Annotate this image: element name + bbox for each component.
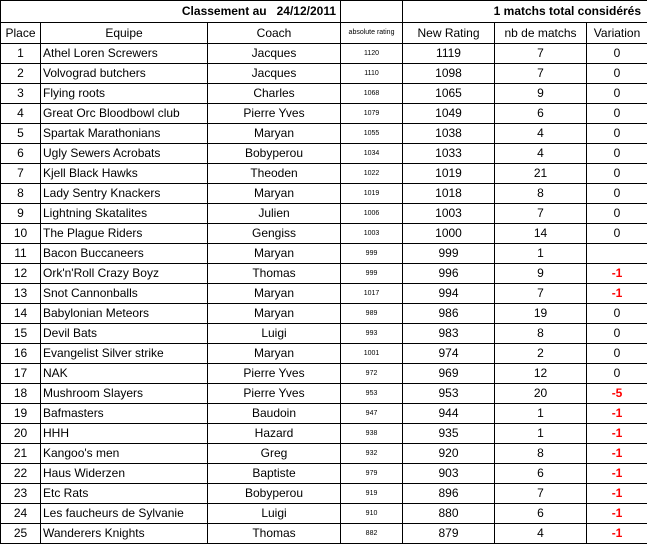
row-matches: 8 [495, 324, 587, 344]
header-variation: Variation [587, 23, 647, 44]
row-matches: 6 [495, 464, 587, 484]
table-row [1, 524, 647, 544]
ranking-rows [1, 44, 647, 544]
row-new-rating: 974 [403, 344, 495, 364]
row-new-rating: 935 [403, 424, 495, 444]
row-matches: 7 [495, 484, 587, 504]
row-place: 14 [1, 304, 41, 324]
row-team: Ugly Sewers Acrobats [41, 144, 208, 164]
row-coach: Maryan [208, 124, 341, 144]
row-matches: 7 [495, 284, 587, 304]
row-variation: 0 [587, 144, 647, 164]
row-team: Snot Cannonballs [41, 284, 208, 304]
row-coach: Julien [208, 204, 341, 224]
row-place: 3 [1, 84, 41, 104]
row-coach: Luigi [208, 504, 341, 524]
row-team: Kjell Black Hawks [41, 164, 208, 184]
row-place: 21 [1, 444, 41, 464]
row-place: 22 [1, 464, 41, 484]
row-matches: 4 [495, 124, 587, 144]
row-matches: 12 [495, 364, 587, 384]
row-team: Spartak Marathonians [41, 124, 208, 144]
row-team: Lightning Skatalites [41, 204, 208, 224]
title-date: 24/12/2011 [277, 4, 336, 18]
row-place: 12 [1, 264, 41, 284]
row-matches: 20 [495, 384, 587, 404]
row-variation: -1 [587, 284, 647, 304]
table-row [1, 364, 647, 384]
row-place: 17 [1, 364, 41, 384]
row-coach: Maryan [208, 184, 341, 204]
row-matches: 8 [495, 184, 587, 204]
table-row [1, 164, 647, 184]
row-coach: Jacques [208, 44, 341, 64]
row-variation: -1 [587, 484, 647, 504]
row-variation: 0 [587, 204, 647, 224]
row-coach: Theoden [208, 164, 341, 184]
row-place: 7 [1, 164, 41, 184]
row-team: Athel Loren Screwers [41, 44, 208, 64]
row-team: Wanderers Knights [41, 524, 208, 544]
row-place: 19 [1, 404, 41, 424]
row-place: 10 [1, 224, 41, 244]
title-blank-cell [341, 1, 403, 23]
row-variation: -5 [587, 384, 647, 404]
row-team: Flying roots [41, 84, 208, 104]
row-coach: Hazard [208, 424, 341, 444]
row-variation: 0 [587, 184, 647, 204]
row-team: Evangelist Silver strike [41, 344, 208, 364]
table-row [1, 504, 647, 524]
title-row [1, 1, 647, 23]
row-matches: 6 [495, 104, 587, 124]
row-new-rating: 1003 [403, 204, 495, 224]
row-team: Mushroom Slayers [41, 384, 208, 404]
row-place: 11 [1, 244, 41, 264]
row-matches: 1 [495, 244, 587, 264]
row-place: 4 [1, 104, 41, 124]
row-absolute-rating: 1068 [341, 84, 403, 104]
table-row [1, 484, 647, 504]
header-team: Equipe [41, 23, 208, 44]
table-row [1, 264, 647, 284]
row-matches: 21 [495, 164, 587, 184]
table-row [1, 224, 647, 244]
row-variation: -1 [587, 404, 647, 424]
row-absolute-rating: 947 [341, 404, 403, 424]
row-absolute-rating: 1055 [341, 124, 403, 144]
row-absolute-rating: 972 [341, 364, 403, 384]
row-matches: 7 [495, 204, 587, 224]
row-new-rating: 903 [403, 464, 495, 484]
row-team: Devil Bats [41, 324, 208, 344]
row-variation: -1 [587, 264, 647, 284]
row-coach: Bobyperou [208, 144, 341, 164]
table-row [1, 104, 647, 124]
row-variation: -1 [587, 504, 647, 524]
row-variation [587, 244, 647, 264]
row-new-rating: 1065 [403, 84, 495, 104]
row-team: The Plague Riders [41, 224, 208, 244]
row-place: 23 [1, 484, 41, 504]
row-matches: 8 [495, 444, 587, 464]
row-variation: 0 [587, 324, 647, 344]
row-variation: 0 [587, 164, 647, 184]
row-place: 1 [1, 44, 41, 64]
row-matches: 7 [495, 44, 587, 64]
row-absolute-rating: 1022 [341, 164, 403, 184]
row-coach: Gengiss [208, 224, 341, 244]
row-variation: -1 [587, 424, 647, 444]
row-new-rating: 879 [403, 524, 495, 544]
row-variation: 0 [587, 124, 647, 144]
table-row [1, 404, 647, 424]
row-team: Kangoo's men [41, 444, 208, 464]
row-absolute-rating: 1120 [341, 44, 403, 64]
row-place: 5 [1, 124, 41, 144]
row-team: Bafmasters [41, 404, 208, 424]
row-absolute-rating: 993 [341, 324, 403, 344]
table-row [1, 44, 647, 64]
row-variation: -1 [587, 464, 647, 484]
table-row [1, 84, 647, 104]
row-matches: 2 [495, 344, 587, 364]
table-row [1, 284, 647, 304]
row-absolute-rating: 989 [341, 304, 403, 324]
row-new-rating: 994 [403, 284, 495, 304]
row-team: Etc Rats [41, 484, 208, 504]
row-team: Bacon Buccaneers [41, 244, 208, 264]
row-team: Ork'n'Roll Crazy Boyz [41, 264, 208, 284]
table-row [1, 124, 647, 144]
row-variation: 0 [587, 224, 647, 244]
table-row [1, 304, 647, 324]
row-coach: Jacques [208, 64, 341, 84]
table-row [1, 444, 647, 464]
row-place: 8 [1, 184, 41, 204]
row-matches: 9 [495, 84, 587, 104]
row-absolute-rating: 1006 [341, 204, 403, 224]
row-team: Les faucheurs de Sylvanie [41, 504, 208, 524]
row-coach: Greg [208, 444, 341, 464]
row-coach: Baudoin [208, 404, 341, 424]
row-new-rating: 999 [403, 244, 495, 264]
row-new-rating: 920 [403, 444, 495, 464]
row-variation: 0 [587, 84, 647, 104]
row-place: 13 [1, 284, 41, 304]
row-coach: Bobyperou [208, 484, 341, 504]
row-coach: Thomas [208, 264, 341, 284]
row-matches: 1 [495, 404, 587, 424]
row-new-rating: 1098 [403, 64, 495, 84]
row-coach: Maryan [208, 344, 341, 364]
row-variation: 0 [587, 344, 647, 364]
row-matches: 19 [495, 304, 587, 324]
row-absolute-rating: 1003 [341, 224, 403, 244]
row-absolute-rating: 1017 [341, 284, 403, 304]
row-matches: 6 [495, 504, 587, 524]
title-summary: 1 matchs total considérés [403, 1, 647, 23]
row-team: HHH [41, 424, 208, 444]
row-new-rating: 1019 [403, 164, 495, 184]
row-new-rating: 1000 [403, 224, 495, 244]
row-place: 18 [1, 384, 41, 404]
table-row [1, 344, 647, 364]
table-row [1, 424, 647, 444]
row-new-rating: 969 [403, 364, 495, 384]
row-matches: 7 [495, 64, 587, 84]
table-row [1, 64, 647, 84]
table-row [1, 384, 647, 404]
row-team: Great Orc Bloodbowl club [41, 104, 208, 124]
table-row [1, 464, 647, 484]
row-place: 2 [1, 64, 41, 84]
row-new-rating: 1038 [403, 124, 495, 144]
table-row [1, 204, 647, 224]
header-row [1, 23, 647, 44]
row-coach: Charles [208, 84, 341, 104]
row-absolute-rating: 932 [341, 444, 403, 464]
row-new-rating: 1018 [403, 184, 495, 204]
header-coach: Coach [208, 23, 341, 44]
row-variation: 0 [587, 304, 647, 324]
header-new-rating: New Rating [403, 23, 495, 44]
header-place: Place [1, 23, 41, 44]
row-variation: 0 [587, 104, 647, 124]
row-coach: Maryan [208, 284, 341, 304]
header-matches: nb de matchs [495, 23, 587, 44]
table-row [1, 324, 647, 344]
row-matches: 14 [495, 224, 587, 244]
row-team: Babylonian Meteors [41, 304, 208, 324]
row-new-rating: 996 [403, 264, 495, 284]
row-place: 15 [1, 324, 41, 344]
row-new-rating: 986 [403, 304, 495, 324]
row-absolute-rating: 999 [341, 244, 403, 264]
row-absolute-rating: 1110 [341, 64, 403, 84]
row-coach: Pierre Yves [208, 364, 341, 384]
row-matches: 4 [495, 524, 587, 544]
row-team: Haus Widerzen [41, 464, 208, 484]
table-row [1, 184, 647, 204]
row-new-rating: 880 [403, 504, 495, 524]
row-variation: 0 [587, 44, 647, 64]
row-team: Lady Sentry Knackers [41, 184, 208, 204]
row-new-rating: 1049 [403, 104, 495, 124]
row-coach: Pierre Yves [208, 384, 341, 404]
row-absolute-rating: 953 [341, 384, 403, 404]
row-matches: 9 [495, 264, 587, 284]
row-place: 16 [1, 344, 41, 364]
row-matches: 4 [495, 144, 587, 164]
row-absolute-rating: 910 [341, 504, 403, 524]
row-absolute-rating: 1079 [341, 104, 403, 124]
row-team: Volvograd butchers [41, 64, 208, 84]
row-new-rating: 1119 [403, 44, 495, 64]
row-place: 6 [1, 144, 41, 164]
row-coach: Maryan [208, 244, 341, 264]
row-absolute-rating: 999 [341, 264, 403, 284]
row-variation: -1 [587, 444, 647, 464]
row-absolute-rating: 1034 [341, 144, 403, 164]
row-place: 20 [1, 424, 41, 444]
row-place: 9 [1, 204, 41, 224]
row-absolute-rating: 1019 [341, 184, 403, 204]
row-team: NAK [41, 364, 208, 384]
row-absolute-rating: 1001 [341, 344, 403, 364]
row-absolute-rating: 979 [341, 464, 403, 484]
title-cell [1, 1, 341, 23]
table-row [1, 244, 647, 264]
row-absolute-rating: 938 [341, 424, 403, 444]
row-new-rating: 896 [403, 484, 495, 504]
row-absolute-rating: 919 [341, 484, 403, 504]
row-new-rating: 983 [403, 324, 495, 344]
row-coach: Luigi [208, 324, 341, 344]
row-new-rating: 944 [403, 404, 495, 424]
row-coach: Baptiste [208, 464, 341, 484]
row-absolute-rating: 882 [341, 524, 403, 544]
row-coach: Pierre Yves [208, 104, 341, 124]
row-new-rating: 1033 [403, 144, 495, 164]
row-matches: 1 [495, 424, 587, 444]
title-label: Classement au [182, 4, 267, 18]
row-variation: 0 [587, 364, 647, 384]
row-place: 24 [1, 504, 41, 524]
row-place: 25 [1, 524, 41, 544]
row-coach: Thomas [208, 524, 341, 544]
header-absolute-rating: absolute rating [341, 23, 403, 44]
table-row [1, 144, 647, 164]
row-variation: -1 [587, 524, 647, 544]
row-coach: Maryan [208, 304, 341, 324]
row-new-rating: 953 [403, 384, 495, 404]
row-variation: 0 [587, 64, 647, 84]
